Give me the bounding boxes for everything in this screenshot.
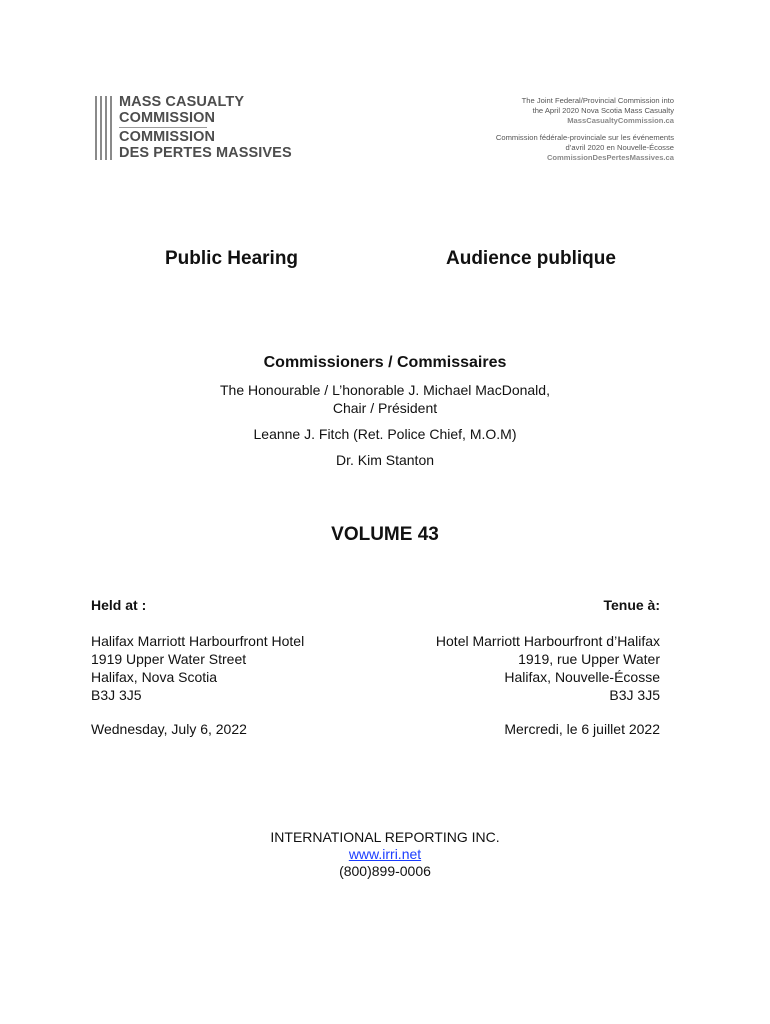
- header-en-line: the April 2020 Nova Scotia Mass Casualty: [532, 106, 674, 115]
- address-line: Hotel Marriott Harbourfront d’Halifax: [435, 633, 660, 649]
- logo-line: DES PERTES MASSIVES: [119, 144, 292, 161]
- commissioner-chair: [0, 381, 770, 417]
- reporting-company: [0, 829, 770, 880]
- address-line: 1919, rue Upper Water: [518, 651, 660, 667]
- title-french: Audience publique: [446, 248, 616, 269]
- commissioner-stanton: Dr. Kim Stanton: [335, 452, 435, 468]
- header-fr-line: Commission fédérale-provinciale sur les événements: [495, 133, 674, 142]
- commissioners-heading: Commissioners / Commissaires: [263, 354, 507, 371]
- commissioner-fitch: Leanne J. Fitch (Ret. Police Chief, M.O.M): [253, 426, 517, 442]
- header-commission-info: [496, 96, 674, 163]
- title-english: Public Hearing: [165, 248, 299, 269]
- tenue-a-label: Tenue à:: [603, 597, 660, 613]
- logo-bars-icon: [95, 96, 115, 160]
- date-english: Wednesday, July 6, 2022: [91, 721, 247, 737]
- company-phone: (800)899-0006: [339, 863, 431, 879]
- logo-divider: [119, 127, 207, 128]
- address-french: [436, 632, 660, 704]
- header-en-url: MassCasualtyCommission.ca: [567, 116, 674, 125]
- address-line: Halifax, Nova Scotia: [91, 669, 218, 685]
- chair-name: The Honourable / L’honorable J. Michael MacDonald,: [220, 382, 550, 398]
- volume-number: VOLUME 43: [331, 524, 439, 545]
- chair-title: Chair / Président: [332, 400, 438, 416]
- date-french: Mercredi, le 6 juillet 2022: [504, 721, 660, 737]
- address-english: [91, 632, 304, 704]
- address-line: Halifax, Nouvelle-Écosse: [504, 669, 660, 685]
- logo-line: MASS CASUALTY: [119, 94, 245, 110]
- address-line: 1919 Upper Water Street: [91, 651, 247, 667]
- address-line: Halifax Marriott Harbourfront Hotel: [91, 633, 305, 649]
- address-line: B3J 3J5: [609, 687, 660, 703]
- logo-line: COMMISSION: [119, 129, 216, 145]
- company-website-link[interactable]: www.irri.net: [348, 846, 422, 862]
- header-en-line: The Joint Federal/Provincial Commission into: [521, 96, 674, 105]
- commission-logo: [95, 96, 325, 166]
- company-name: INTERNATIONAL REPORTING INC.: [270, 829, 500, 845]
- header-fr-line: d’avril 2020 en Nouvelle-Écosse: [565, 143, 674, 152]
- address-line: B3J 3J5: [91, 687, 142, 703]
- header-fr-url: CommissionDesPertesMassives.ca: [546, 153, 674, 162]
- logo-wordmark: [119, 95, 292, 161]
- logo-line: COMMISSION: [119, 109, 216, 126]
- held-at-label: Held at :: [91, 597, 147, 613]
